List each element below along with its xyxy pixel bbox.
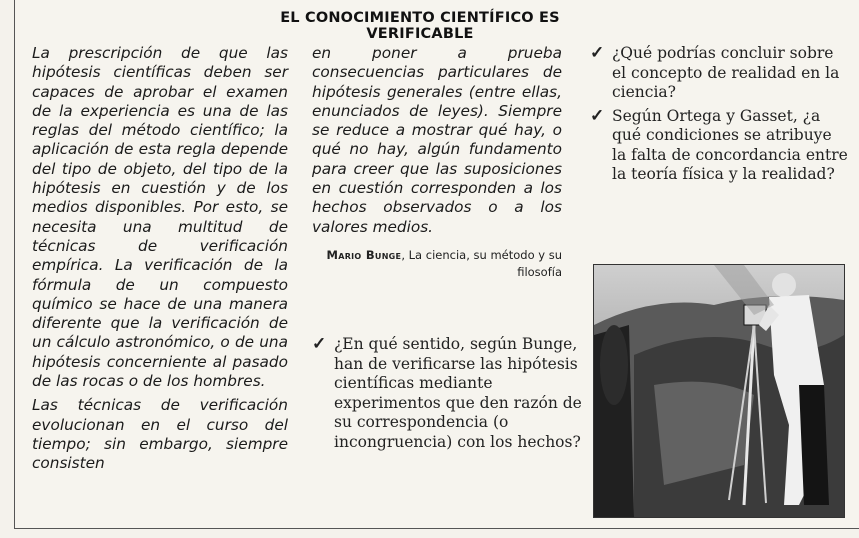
section-title: EL CONOCIMIENTO CIENTÍFICO ES VERIFICABLE	[280, 10, 560, 42]
photo-illustration	[594, 265, 844, 517]
question-bunge-text: ¿En qué sentido, según Bunge, han de verificarse las hipótesis científicas mediante experimentos que den razón de su correspondencia (o incongruencia) con los hechos?	[334, 335, 582, 451]
check-icon: ✓	[312, 334, 327, 354]
text-column-middle	[312, 44, 562, 281]
body-paragraph-3: en poner a prueba consecuencias particulares de hipótesis generales (entre ellas, enunciados de leyes). Siempre se reduce a mostrar qué hay, o qué no hay, algún fundamento para creer que las suposiciones en cuestión corresponden a los hechos observados o a los valores medios.	[312, 44, 562, 236]
check-icon: ✓	[590, 43, 605, 63]
questions-column-right	[590, 44, 850, 185]
surveyor-photo	[593, 264, 845, 518]
source-author: Mario Bunge	[326, 247, 402, 262]
check-icon: ✓	[590, 105, 605, 126]
body-paragraph-1: La prescripción de que las hipótesis científicas deben ser capaces de aprobar el examen de la experiencia es una de las reglas del método científico; la aplicación de esta regla depende del tipo de objeto, del tipo de la hipótesis en cuestión y de los medios disponibles. Por esto, se necesita una multitud de técnicas de verificación empírica. La verificación de la fórmula de un compuesto químico se hace de una manera diferente que la verificación de un cálculo astronómico, o de una hipótesis concerniente al pasado de las rocas o de los hombres.	[32, 44, 288, 391]
question-ortega	[590, 107, 850, 185]
source-work: , La ciencia, su método y su filosofía	[401, 247, 562, 279]
body-paragraph-2: Las técnicas de verificación evolucionan en el curso del tiempo; sin embargo, siempre consisten	[32, 396, 288, 473]
question-bunge	[312, 335, 584, 452]
source-citation	[312, 247, 562, 281]
question-realidad-text: ¿Qué podrías concluir sobre el concepto de realidad en la ciencia?	[612, 44, 840, 101]
text-column-left	[32, 44, 288, 474]
question-ortega-text: Según Ortega y Gasset, ¿a qué condiciones se atribuye la falta de concordancia entre la teoría física y la realidad?	[612, 106, 848, 183]
question-realidad	[590, 44, 850, 103]
